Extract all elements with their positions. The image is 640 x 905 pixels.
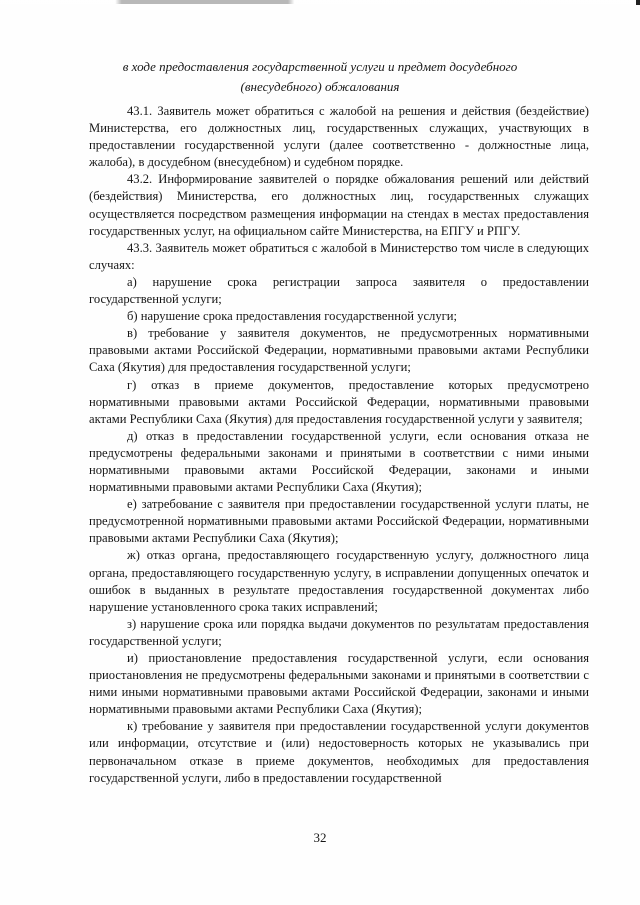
paragraph-43-3: 43.3. Заявитель может обратиться с жалобой в Министерство том числе в следующих случаях: [89,240,589,272]
scan-corner-mark [636,0,640,5]
section-heading [110,57,530,97]
list-item-z: з) нарушение срока или порядка выдачи документов по результатам предоставления государственной услуги; [89,616,589,648]
paragraph-43-1: 43.1. Заявитель может обратиться с жалобой на решения и действия (бездействие) Министерства, его должностных лиц, государственных служащих, участвующих в предоставлении государственной услуги (далее соответственно - должностные лица, жалоба), в досудебном (внесудебном) и судебном порядке. [89,104,589,170]
list-item-a: а) нарушение срока регистрации запроса заявителя о предоставлении государственной услуги; [89,274,589,307]
section-heading-line-1: в ходе предоставления государственной услуги и предмет досудебного [122,59,518,74]
list-item-e: е) затребование с заявителя при предоставлении государственной услуги платы, не предусмотренной нормативными правовыми актами Российской Федерации, нормативными правовыми актами Республики Саха (Якутия); [89,497,589,546]
list-item-b: б) нарушение срока предоставления государственной услуги; [127,309,458,324]
list-item-g: г) отказ в приеме документов, предоставление которых предусмотрено нормативными правовыми актами Российской Федерации, нормативными правовыми актами Республики Саха (Якутия) для предоставления государственной услуги у заявителя; [89,377,589,426]
section-heading-line-2: (внесудебного) обжалования [240,79,400,94]
list-item-d: д) отказ в предоставлении государственной услуги, если основания отказа не предусмотрены федеральными законами и принятыми в соответствии с ними иными нормативными правовыми актами Российской Федерации, законами и иными нормативными правовыми актами Республики Саха (Якутия); [89,428,589,495]
paragraph-43-2: 43.2. Информирование заявителей о порядке обжалования решений или действий (бездействия) Министерства, его должностных лиц, государственных служащих осуществляется посредством размещения информации на стендах в местах предоставления государственных услуг, на официальном сайте Министерства, на ЕПГУ и РПГУ. [89,172,589,238]
list-item-zh: ж) отказ органа, предоставляющего государственную услугу, должностного лица органа, предоставляющего государственную услугу, в исправлении допущенных опечаток и ошибок в выданных в результате предоставления государственной документах либо нарушение установленного срока таких исправлений; [89,548,589,614]
list-item-k: к) требование у заявителя при предоставлении государственной услуги документов или информации, отсутствие и (или) недостоверность которых не указывались при первоначальном отказе в приеме документов, необходимых для предоставления государственной услуги, либо в предоставлении государственной [89,719,589,785]
scan-edge-artifact [0,0,640,4]
document-body [89,103,589,787]
list-item-i: и) приостановление предоставления государственной услуги, если основания приостановления не предусмотрены федеральными законами и принятыми в соответствии с ними иными нормативными правовыми актами Российской Федерации, законами и иными нормативными правовыми актами Республики Саха (Якутия); [89,651,589,717]
page-number: 32 [313,830,327,845]
list-item-v: в) требование у заявителя документов, не предусмотренных нормативными правовыми актами Российской Федерации, нормативными правовыми актами Республики Саха (Якутия) для предоставления государственной услуги; [89,326,589,375]
